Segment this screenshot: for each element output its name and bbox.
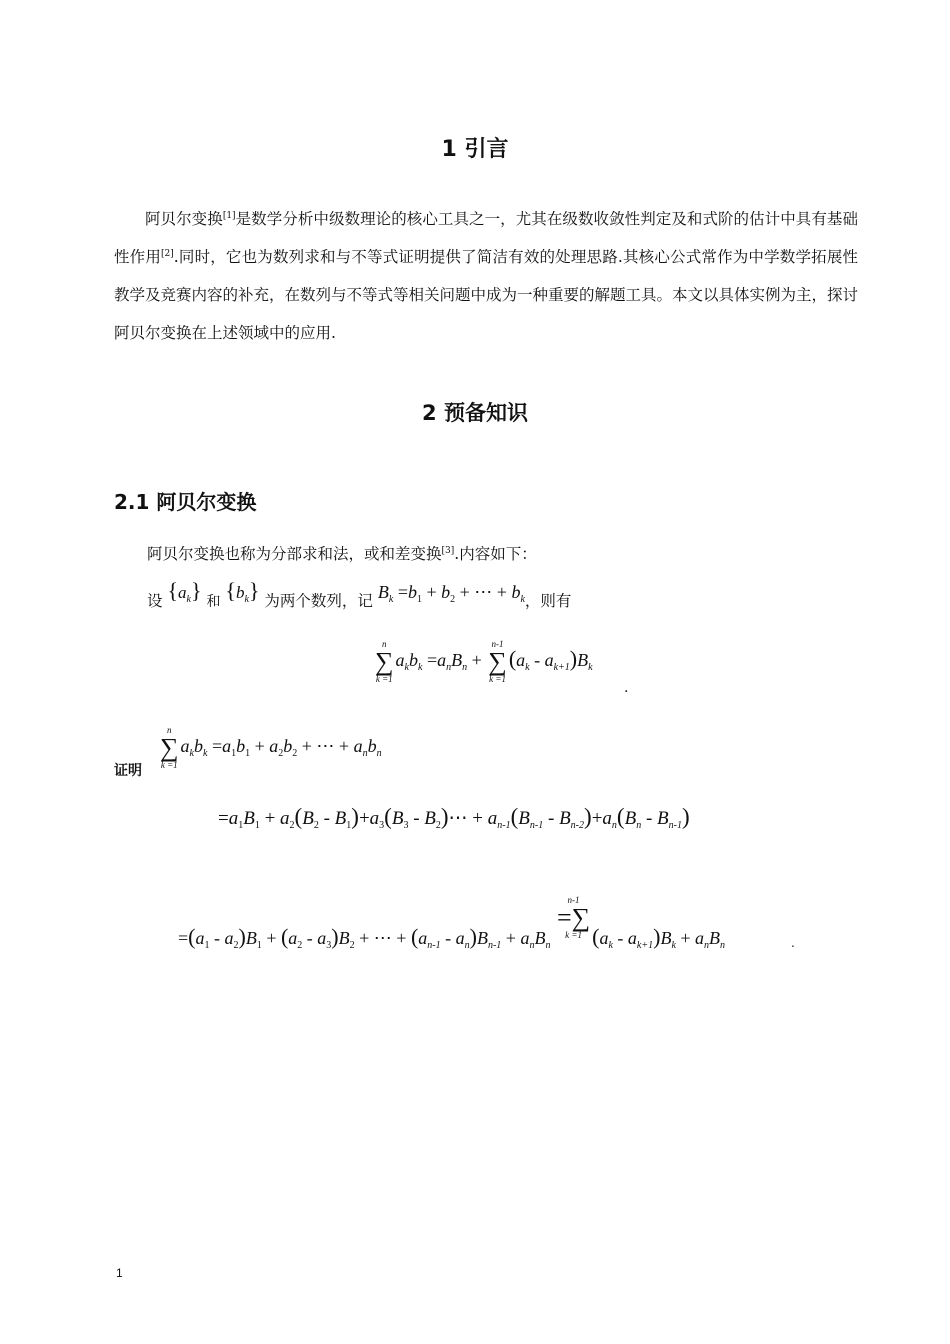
summation-symbol-3: n ∑ k =1 [160, 725, 179, 770]
abel-intro-part1: 阿贝尔变换也称为分部求和法，或和差变换 [147, 545, 442, 563]
partial-sum-definition: $B_k =b_1 + b_2$ + ⋯ + $b_k$ [377, 582, 525, 605]
seq-a-term: $a_k$ [178, 583, 191, 605]
and-word: 和 [206, 594, 221, 610]
seq-a-close: } [190, 578, 202, 603]
seq-b-close: } [248, 578, 260, 603]
citation-3: [3] [441, 545, 455, 556]
abel-intro-line [147, 542, 537, 564]
definition-line [147, 578, 571, 611]
summation-symbol-2: n-1 ∑ k =1 [488, 639, 507, 684]
proof-line-2: $=a_1B_1 + a_2(B_2 - B_1)+a_3(B_3$ - $B_2)\cdots + a_{n-1}(B_{n-1} - B_{n-2})+a_n(B_n - B_{n-1})$ [218, 804, 690, 831]
intro-text-part1: 阿贝尔变换 [145, 210, 223, 228]
citation-1: [1] [222, 210, 236, 221]
intro-paragraph [114, 200, 858, 352]
subsection-2-1-heading: 2.1 阿贝尔变换 [114, 490, 257, 514]
sequence-b-formula: { [225, 578, 236, 603]
sequence-a-formula: { [167, 578, 179, 603]
page-number: 1 [116, 1266, 123, 1280]
section-2-heading: 2 预备知识 [422, 401, 528, 425]
proof-label: 证明 [114, 763, 142, 779]
then-have-text: ，则有 [524, 592, 572, 610]
proof-line-3: $=(a_1 - a_2)B_1 + (a_2 - a_3)B_2$ + ⋯ + $(a_{n-1} - a_n)B_{n-1} + a_nB_n$ n-1 =∑ k =1 $(a_k - a_{k+1})B_k + a_nB_n$ [178, 895, 726, 951]
section-1-heading: 1 引言 [441, 137, 509, 162]
seq-b-term: $b_k$ [235, 583, 249, 605]
intro-text-part3: .同时，它也为数列求和与不等式证明提供了简洁有效的处理思路.其核心公式常作为中学数学拓展性教学及竞赛内容的补充，在数列与不等式等相关问题中成为一种重要的解题工具。本文以具体实例为主，探讨阿贝尔变换在上述领域中的应用. [114, 248, 859, 342]
citation-2: [2] [161, 248, 174, 259]
let-word: 设 [147, 592, 163, 610]
two-sequences-text: 为两个数列，记 [264, 592, 373, 610]
summation-symbol: n ∑ k =1 [375, 639, 394, 684]
abel-intro-part2: .内容如下： [454, 545, 537, 563]
formula-period: . [624, 680, 629, 696]
proof-period: . [791, 936, 795, 950]
abel-formula: n ∑ k =1 $a_kb_k =a_nB_n$ + n-1 ∑ k =1 $(a_k - a_{k+1})B_k$ [375, 639, 593, 684]
summation-symbol-4: n-1 =∑ k =1 [556, 895, 591, 940]
proof-line-1: n ∑ k =1 $a_kb_k =a_1b_1 + a_2b_2$ + ⋯ + $a_nb_n$ [160, 725, 382, 770]
intro-text-part2: 是数学分析中级数理论的核心工具之一，尤其在级数收敛性判定及和式阶的估计中具有基础性作用 [114, 210, 858, 266]
